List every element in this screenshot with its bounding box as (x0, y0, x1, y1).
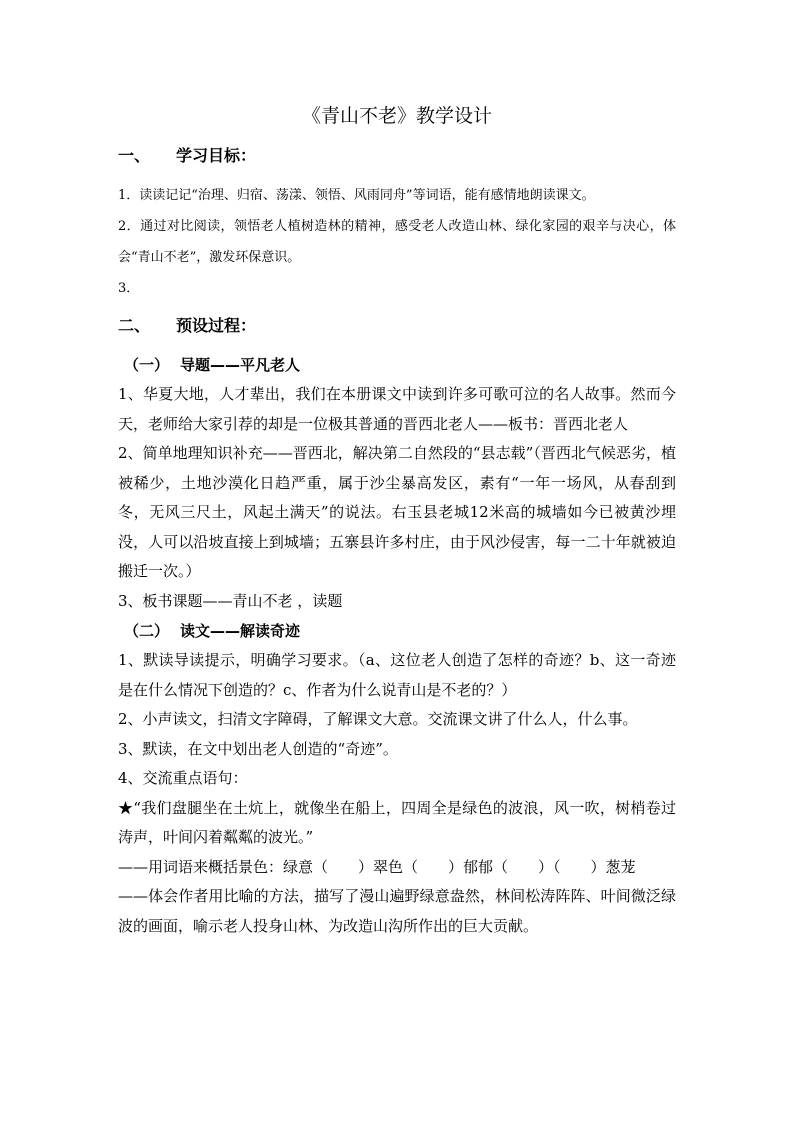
paragraph: ——体会作者用比喻的方法，描写了漫山遍野绿意盎然，林间松涛阵阵、叶间微泛绿波的画面，喻示老人投身山林、为改造山沟所作出的巨大贡献。 (118, 887, 676, 935)
subsection-heading-intro (118, 350, 676, 380)
goal-item: 1．读读记记“治理、归宿、荡漾、领悟、风雨同舟”等词语，能有感情地朗读课文。 (118, 188, 595, 203)
paragraph: 4、交流重点语句： (118, 769, 248, 787)
goal-item: 2．通过对比阅读，领悟老人植树造林的精神，感受老人改造山林、绿化家园的艰辛与决心，体会“青山不老”，激发环保意识。 (118, 219, 676, 265)
document-page (118, 100, 676, 941)
document-title: 《青山不老》教学设计 (301, 105, 492, 127)
subsection-number: （一） (124, 356, 170, 374)
subsection-heading-reading (118, 616, 676, 646)
subsection-title: 读文——解读奇迹 (180, 622, 301, 640)
section-title: 学习目标： (176, 146, 257, 165)
paragraph: 3、板书课题——青山不老 ，读题 (118, 591, 343, 610)
section-title: 预设过程： (176, 316, 257, 335)
paragraph: 3、默读，在文中划出老人创造的“奇迹”。 (118, 739, 398, 758)
paragraph: 1、华夏大地，人才辈出，我们在本册课文中读到许多可歌可泣的名人故事。然而今天，老师给大家引荐的却是一位极其普通的晋西北老人——板书：晋西北老人 (118, 385, 676, 433)
subsection-number: （二） (124, 622, 170, 640)
fill-in-blank-exercise: ——用词语来概括景色：绿意（ ）翠色（ ）郁郁（ ）（ ）葱茏 (118, 857, 636, 876)
quoted-sentence: ★“我们盘腿坐在土炕上，就像坐在船上，四周全是绿色的波浪，风一吹，树梢卷过涛声，叶间闪着粼粼的波光。” (118, 798, 676, 846)
section-number: 二、 (118, 316, 151, 335)
paragraph: 1、默读导读提示，明确学习要求。（a、这位老人创造了怎样的奇迹？b、这一奇迹是在什么情况下创造的？c、作者为什么说青山是不老的？） (118, 651, 676, 699)
section-heading-goals (118, 142, 676, 170)
goal-item: 3． (118, 281, 140, 296)
section-number: 一、 (118, 146, 151, 165)
subsection-title: 导题——平凡老人 (180, 356, 301, 374)
paragraph: 2、简单地理知识补充——晋西北，解决第二自然段的“县志载”（晋西北气候恶劣，植被稀少，土地沙漠化日趋严重，属于沙尘暴高发区，素有“一年一场风，从春刮到冬，无风三尺土，风起土满天”的说法。右玉县老城12米高的城墙如今已被黄沙埋没，人可以沿坡直接上到城墙；五寨县许多村庄，由于风沙侵害，每一二十年就被迫搬迁一次。） (118, 444, 676, 580)
section-heading-process (118, 312, 676, 340)
paragraph: 2、小声读文，扫清文字障碍，了解课文大意。交流课文讲了什么人，什么事。 (118, 710, 638, 728)
